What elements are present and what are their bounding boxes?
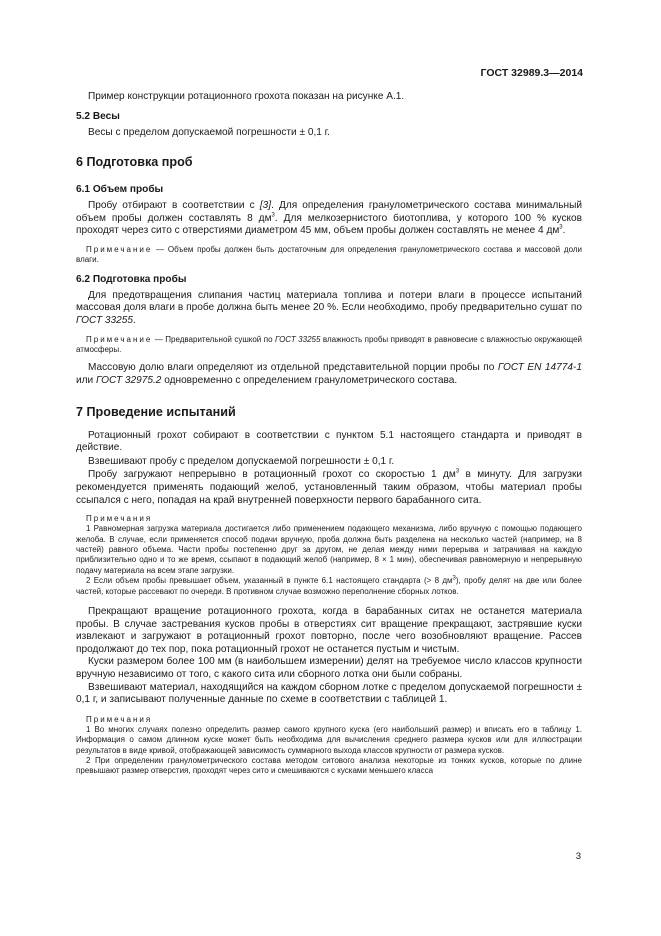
note-7-1: 1 Равномерная загрузка материала достигается либо применением подающего механизма, либо вручную с помощью подающего желоба. В случае, если применяется способ подачи вручную, проба должна быть разделена на несколько частей (например, на 8 частей) равного объема. Части пробы постепенно друг за другом, не делая между ними перерыва и затрачивая на каждую приблизительно одно и то же время, ссыпают в подающий желоб (например, 8 × 1 мин), обеспечивая равномерную и непрерывную подачу материала на всем этапе загрузки. <box>76 524 582 575</box>
note-6-1: Примечание — Объем пробы должен быть достаточным для определения гранулометрического состава и массовой доли влаги. <box>76 244 582 265</box>
paragraph-7-3: Пробу загружают непрерывно в ротационный грохот со скоростью 1 $дм^3$ в минуту. Для загрузки рекомендуется применять подающий желоб, установленный таким образом, чтобы материал пробы ссыпался с него, попадая на край внутренней поверхности первого барабанного сита. <box>76 468 582 506</box>
paragraph-5-2: Весы с пределом допускаемой погрешности ± 0,1 г. <box>88 126 330 138</box>
heading-7: 7 Проведение испытаний <box>76 404 236 419</box>
note-7b-1: 1 Во многих случаях полезно определить размер самого крупного куска (его наибольший размер) и вписать его в таблицу 1. Информация о самом длинном куске может быть необходима для вычисления среднего размера кусков или для иллюстрации результатов в виде кривой, отображающей зависимость суммарного выхода классов крупности от размера кусков. <box>76 724 582 755</box>
notes-title-7a: Примечания <box>86 514 153 524</box>
paragraph-6-2-moisture: Массовую долю влаги определяют из отдельной представительной порции пробы по ГОСТ EN 14774-1 или ГОСТ 32975.2 одновременно с определением гранулометрического состава. <box>76 362 582 386</box>
note-6-2: Примечание — Предварительной сушкой по ГОСТ 33255 влажность пробы приводят в равновесие с влажностью окружающей атмосферы. <box>76 334 583 354</box>
paragraph-6-2: Для предотвращения слипания частиц материала топлива и потери влаги в процессе испытаний массовая доля влаги в пробе должна быть менее 20 %. Если необходимо, пробу предварительно сушат по ГОСТ 33255. <box>76 289 582 326</box>
paragraph-7-4: Прекращают вращение ротационного грохота, когда в барабанных ситах не останется материала пробы. В случае застревания кусков пробы в отверстиях сит вращение прекращают, застрявшие куски извлекают и загружают в ротационный грохот повторно, после чего возобновляют вращение. Рассев продолжают до тех пор, пока ротационный грохот не останется пустым и чистым. <box>76 605 582 655</box>
page-number: 3 <box>575 851 581 862</box>
heading-6: 6 Подготовка проб <box>76 155 193 170</box>
heading-6-2: 6.2 Подготовка пробы <box>76 273 187 285</box>
page-content <box>76 91 582 777</box>
paragraph-7-5: Куски размером более 100 мм (в наибольшем измерении) делят на требуемое число классов крупности вручную независимо от того, с какого сита или сборного лотка они были собраны. <box>76 656 582 680</box>
paragraph-7-2: Взвешивают пробу с пределом допускаемой погрешности ± 0,1 г. <box>88 455 395 467</box>
paragraph-7-6: Взвешивают материал, находящийся на каждом сборном лотке с пределом допускаемой погрешности ± 0,1 г, и записывают полученные данные по схеме в соответствии с таблицей 1. <box>76 681 582 706</box>
reference-gost-33255: ГОСТ 33255 <box>76 314 133 326</box>
paragraph-intro: Пример конструкции ротационного грохота показан на рисунке А.1. <box>88 91 405 102</box>
document-code: ГОСТ 32989.3—2014 <box>480 67 583 79</box>
reference-3: [3] <box>259 200 272 212</box>
notes-title-7b: Примечания <box>86 714 153 724</box>
heading-6-1: 6.1 Объем пробы <box>76 184 164 196</box>
note-7b-2: 2 При определении гранулометрического состава методом ситового анализа некоторые из тонких кусков, которые по длине превышают размер отверстия, проходят через сито и смешиваются с кусками меньшего класса <box>76 755 582 776</box>
paragraph-7-1: Ротационный грохот собирают в соответствии с пунктом 5.1 настоящего стандарта и приводят в действие. <box>76 429 582 454</box>
note-7-2: 2 Если объем пробы превышает объем, указанный в пункте 6.1 настоящего стандарта (> 8 $дм^3$), пробу делят на две или более частей, которые рассевают по очереди. В противном случае возможно переполнение сборных лотков. <box>76 575 583 596</box>
paragraph-6-1: Пробу отбирают в соответствии с [3]. Для определения гранулометрического состава минимальный объем пробы должен составлять 8 $дм^3$. Для мелкозернистого биотоплива, у которого 100 % кусков проходят через сито с отверстиями диаметром 45 мм, объем пробы должен составлять не менее 4 $дм^3$. <box>76 200 582 237</box>
heading-5-2: 5.2 Весы <box>76 110 120 122</box>
